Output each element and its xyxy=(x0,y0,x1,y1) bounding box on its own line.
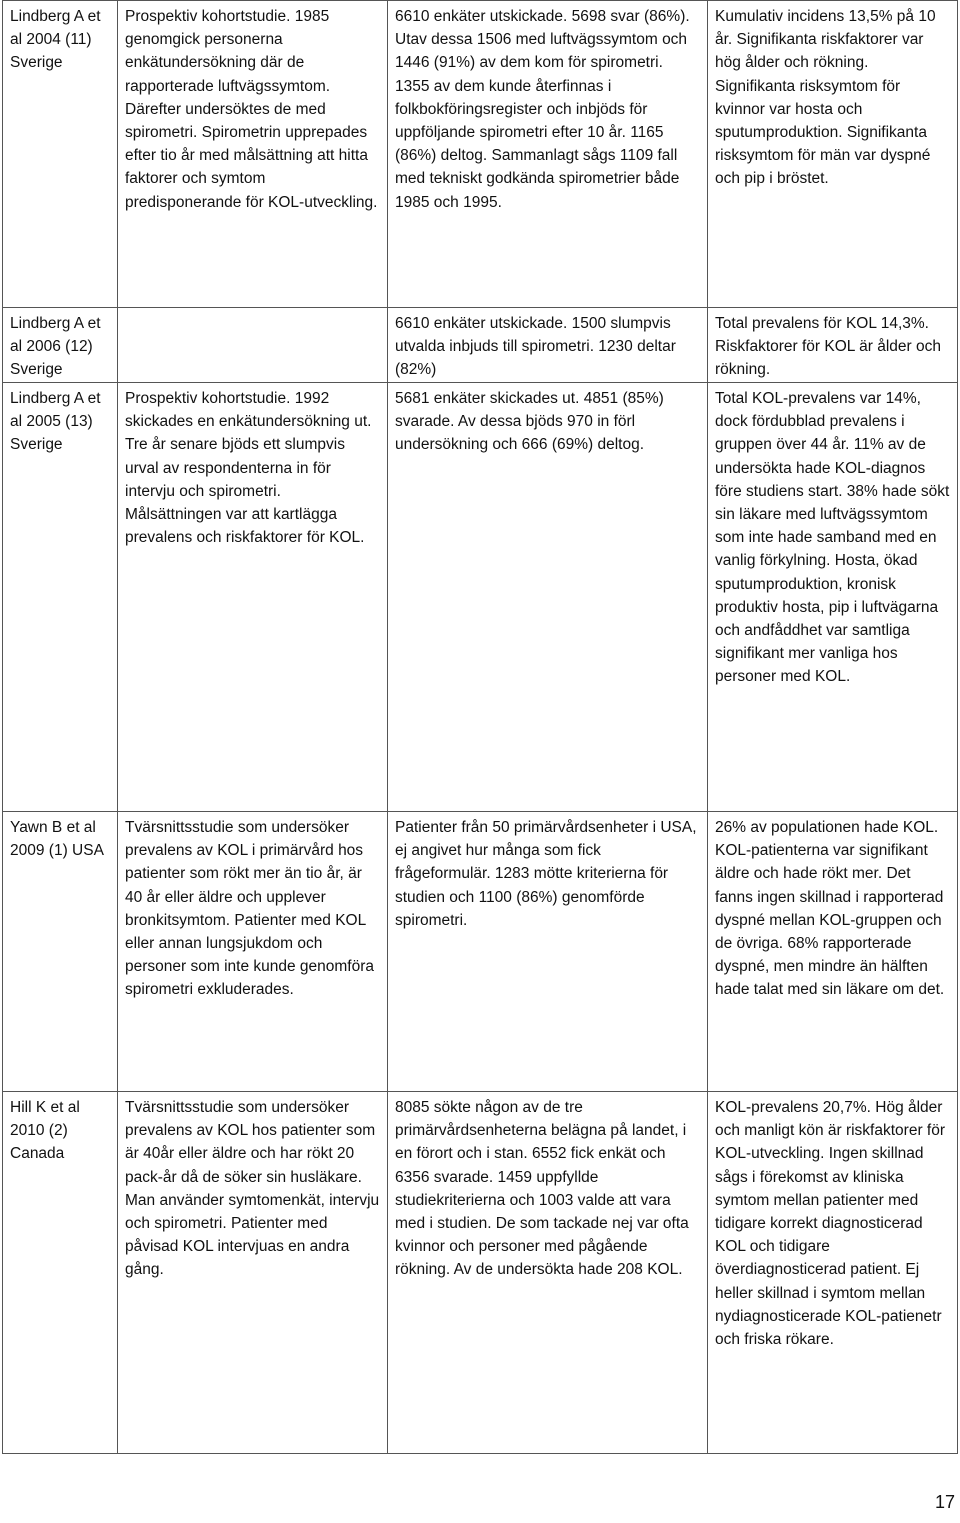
design-cell xyxy=(118,308,388,383)
study-cell: Lindberg A et al 2005 (13) Sverige xyxy=(3,383,118,812)
participants-cell: 8085 sökte någon av de tre primärvårdsenheterna belägna på landet, i en förort och i stan. 6552 fick enkät och 6356 svarade. 1459 uppfyllde studiekriterierna och 1003 valde att vara med i studien. De som tackade nej var ofta kvinnor och personer med pågående rökning. Av de undersökta hade 208 KOL. xyxy=(388,1092,708,1454)
design-cell: Tvärsnittsstudie som undersöker prevalens av KOL i primärvård hos patienter som rökt mer än tio år, är 40 år eller äldre och upplever bronkitsymtom. Patienter med KOL eller annan lungsjukdom och personer som inte kunde genomföra spirometri exkluderades. xyxy=(118,812,388,1092)
table-row xyxy=(3,1,958,308)
participants-cell: Patienter från 50 primärvårdsenheter i USA, ej angivet hur många som fick frågeformulär. 1283 mötte kriterierna för studien och 1100 (86%) genomförde spirometri. xyxy=(388,812,708,1092)
participants-cell: 6610 enkäter utskickade. 5698 svar (86%). Utav dessa 1506 med luftvägssymtom och 1446 (91%) av dem kom för spirometri. 1355 av dem kunde återfinnas i folkbokföringsregister och inbjöds för uppföljande spirometri efter 10 år. 1165 (86%) deltog. Sammanlagt sågs 1109 fall med tekniskt godkända spirometrier både 1985 och 1995. xyxy=(388,1,708,308)
design-cell: Prospektiv kohortstudie. 1985 genomgick personerna enkätundersökning där de rapporterade luftvägssymtom. Därefter undersöktes de med spirometri. Spirometrin upprepades efter tio år med målsättning att hitta faktorer och symtom predisponerande för KOL-utveckling. xyxy=(118,1,388,308)
table-row xyxy=(3,383,958,812)
table-row xyxy=(3,812,958,1092)
results-cell: Total KOL-prevalens var 14%, dock fördubblad prevalens i gruppen över 44 år. 11% av de undersökta hade KOL-diagnos före studiens start. 38% hade sökt sin läkare med luftvägssymtom som inte hade samband med en vanlig förkylning. Hosta, ökad sputumproduktion, kronisk produktiv hosta, pip i luftvägarna och andfåddhet var samtliga signifikant mer vanliga hos personer med KOL. xyxy=(708,383,958,812)
design-cell: Prospektiv kohortstudie. 1992 skickades en enkätundersökning ut. Tre år senare bjöds ett slumpvis urval av respondenterna in för intervju och spirometri. Målsättningen var att kartlägga prevalens och riskfaktorer för KOL. xyxy=(118,383,388,812)
table-row xyxy=(3,308,958,383)
participants-cell: 5681 enkäter skickades ut. 4851 (85%) svarade. Av dessa bjöds 970 in förl undersökning och 666 (69%) deltog. xyxy=(388,383,708,812)
design-cell: Tvärsnittsstudie som undersöker prevalens av KOL hos patienter som är 40år eller äldre och har rökt 20 pack-år då de söker sin husläkare. Man använder symtomenkät, intervju och spirometri. Patienter med påvisad KOL intervjuas en andra gång. xyxy=(118,1092,388,1454)
results-cell: KOL-prevalens 20,7%. Hög ålder och manligt kön är riskfaktorer för KOL-utveckling. Ingen skillnad sågs i förekomst av kliniska symtom mellan patienter med tidigare korrekt diagnosticerad KOL och tidigare överdiagnosticerad patient. Ej heller skillnad i symtom mellan nydiagnosticerade KOL-patienetr och friska rökare. xyxy=(708,1092,958,1454)
results-cell: 26% av populationen hade KOL. KOL-patienterna var signifikant äldre och hade rökt mer. Det fanns ingen skillnad i rapporterad dyspné mellan KOL-gruppen och de övriga. 68% rapporterade dyspné, men mindre än hälften hade talat med sin läkare om det. xyxy=(708,812,958,1092)
results-cell: Total prevalens för KOL 14,3%. Riskfaktorer för KOL är ålder och rökning. xyxy=(708,308,958,383)
participants-cell: 6610 enkäter utskickade. 1500 slumpvis utvalda inbjuds till spirometri. 1230 deltar (82%) xyxy=(388,308,708,383)
study-cell: Yawn B et al 2009 (1) USA xyxy=(3,812,118,1092)
page-number: 17 xyxy=(934,1492,955,1512)
results-cell: Kumulativ incidens 13,5% på 10 år. Signifikanta riskfaktorer var hög ålder och rökning. Signifikanta risksymtom för kvinnor var hosta och sputumproduktion. Signifikanta risksymtom för män var dyspné och pip i bröstet. xyxy=(708,1,958,308)
table-row xyxy=(3,1092,958,1454)
studies-table xyxy=(2,0,958,1454)
study-cell: Lindberg A et al 2006 (12) Sverige xyxy=(3,308,118,383)
study-cell: Lindberg A et al 2004 (11) Sverige xyxy=(3,1,118,308)
study-cell: Hill K et al 2010 (2) Canada xyxy=(3,1092,118,1454)
